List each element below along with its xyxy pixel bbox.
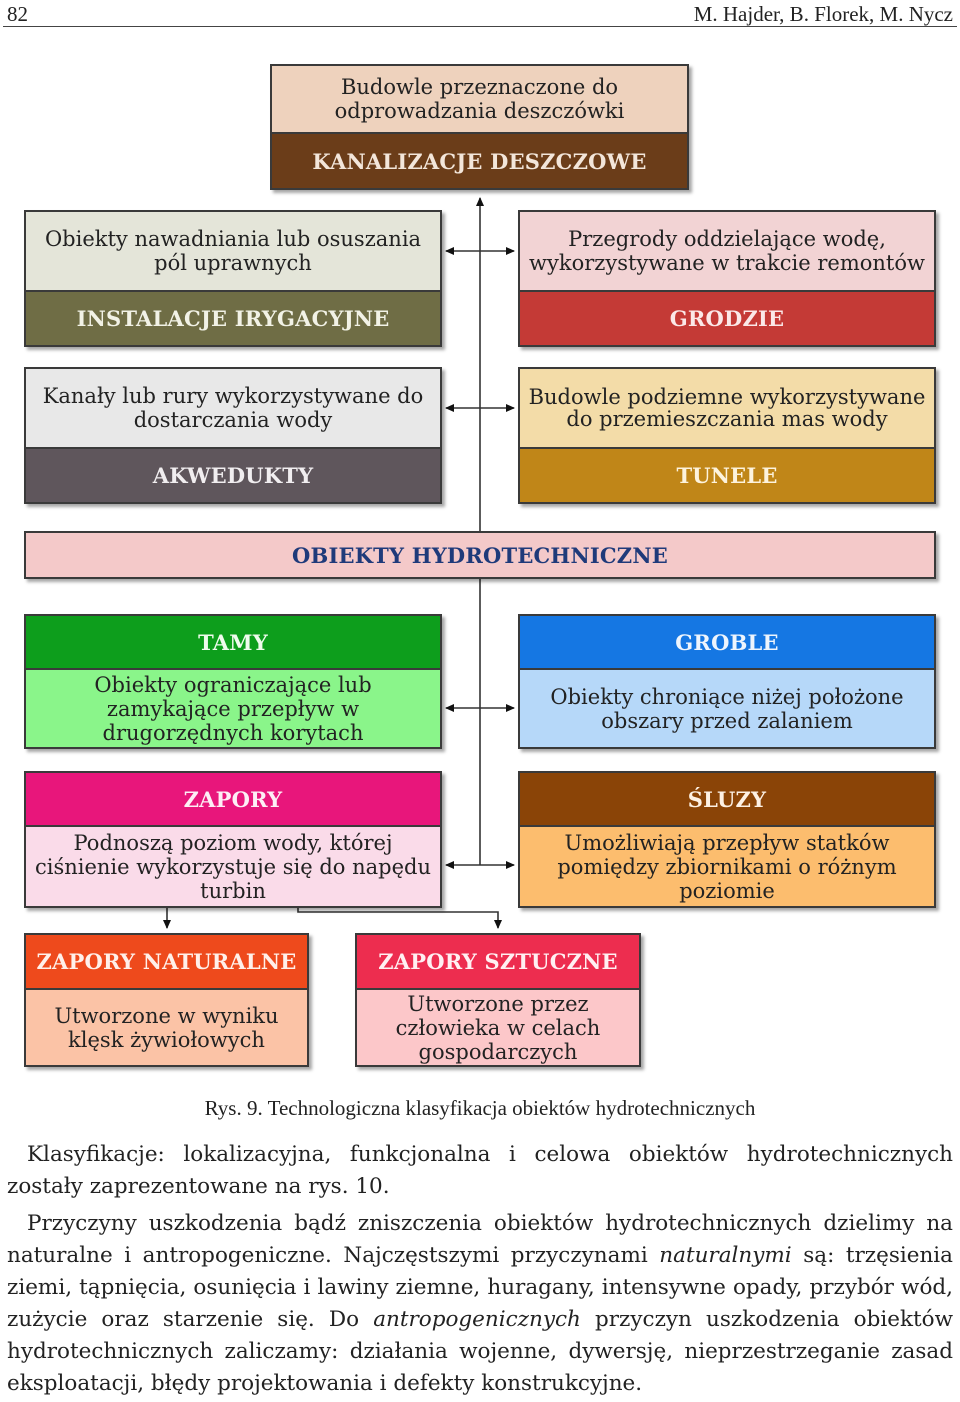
box-grodzie — [518, 210, 936, 347]
tamy-title: TAMY — [26, 616, 440, 670]
box-groble — [518, 614, 936, 749]
zapory-sztuczne-title: ZAPORY SZTUCZNE — [357, 935, 639, 990]
box-obiekty-hydrotechniczne — [24, 531, 936, 579]
box-akwedukty — [24, 367, 442, 504]
zapory-title: ZAPORY — [26, 773, 440, 827]
box-tamy — [24, 614, 442, 749]
box-instalacje-irygacyjne — [24, 210, 442, 347]
arrow-to-zapory-sztuczne — [298, 908, 498, 928]
center-title: OBIEKTY HYDROTECHNICZNE — [292, 542, 668, 568]
zapory-naturalne-desc: Utworzone w wyniku klęsk żywiołowych — [26, 990, 307, 1065]
paragraph-2-em-naturalnymi: naturalnymi — [659, 1243, 792, 1268]
paragraph-2-part1: Przyczyny uszkodzenia bądź zniszczenia obiektów hydrotechnicznych dzielimy na naturalne i antropogeniczne. Najczęstszymi przyczynami — [7, 1211, 953, 1268]
page-number: 82 — [7, 2, 28, 26]
kanalizacje-desc: Budowle przeznaczone do odprowadzania deszczówki — [272, 66, 687, 134]
box-kanalizacje-deszczowe — [270, 64, 689, 190]
grodzie-desc: Przegrody oddzielające wodę, wykorzystywane w trakcie remontów — [520, 212, 934, 292]
irygacyjne-desc: Obiekty nawadniania lub osuszania pól uprawnych — [26, 212, 440, 292]
tunele-title: TUNELE — [520, 449, 934, 502]
zapory-desc: Podnoszą poziom wody, której ciśnienie wykorzystuje się do napędu turbin — [26, 827, 440, 906]
paragraph-2-part2: są: trzęsienia ziemi, tąpnięcia, osunięcia i lawiny ziemne, huragany, intensywne opady, przybór wód, zużycie oraz starzenie się. Do — [7, 1243, 953, 1332]
irygacyjne-title: INSTALACJE IRYGACYJNE — [26, 292, 440, 345]
box-sluzy — [518, 771, 936, 908]
akwedukty-desc: Kanały lub rury wykorzystywane do dostarczania wody — [26, 369, 440, 449]
groble-title: GROBLE — [520, 616, 934, 670]
sluzy-desc: Umożliwiają przepływ statków pomiędzy zbiornikami o różnym poziomie — [520, 827, 934, 906]
box-tunele — [518, 367, 936, 504]
groble-desc: Obiekty chroniące niżej położone obszary przed zalaniem — [520, 670, 934, 747]
paragraph-1: Klasyfikacje: lokalizacyjna, funkcjonalna i celowa obiektów hydrotechnicznych zostały zaprezentowane na rys. 10. — [7, 1142, 953, 1199]
paragraph-2-part3: przyczyn uszkodzenia obiektów hydrotechnicznych zaliczamy: działania wojenne, dywersję, nieprzestrzeganie zasad eksploatacji, błędy projektowania i defekty konstrukcyjne. — [7, 1307, 953, 1396]
zapory-sztuczne-desc: Utworzone przez człowieka w celach gospodarczych — [357, 990, 639, 1065]
kanalizacje-title: KANALIZACJE DESZCZOWE — [272, 134, 687, 188]
tunele-desc: Budowle podziemne wykorzystywane do przemieszczania mas wody — [520, 369, 934, 449]
paragraph-2-em-antropogenicznych: antropogenicznych — [373, 1307, 581, 1332]
paragraph-2 — [7, 1208, 953, 1400]
box-zapory — [24, 771, 442, 908]
zapory-naturalne-title: ZAPORY NATURALNE — [26, 935, 307, 990]
grodzie-title: GRODZIE — [520, 292, 934, 345]
tamy-desc: Obiekty ograniczające lub zamykające przepływ w drugorzędnych korytach — [26, 670, 440, 747]
running-head-authors: M. Hajder, B. Florek, M. Nycz — [693, 2, 953, 26]
box-zapory-naturalne — [24, 933, 309, 1067]
figure-caption: Rys. 9. Technologiczna klasyfikacja obiektów hydrotechnicznych — [204, 1096, 756, 1120]
akwedukty-title: AKWEDUKTY — [26, 449, 440, 502]
sluzy-title: ŚLUZY — [520, 773, 934, 827]
box-zapory-sztuczne — [355, 933, 641, 1067]
